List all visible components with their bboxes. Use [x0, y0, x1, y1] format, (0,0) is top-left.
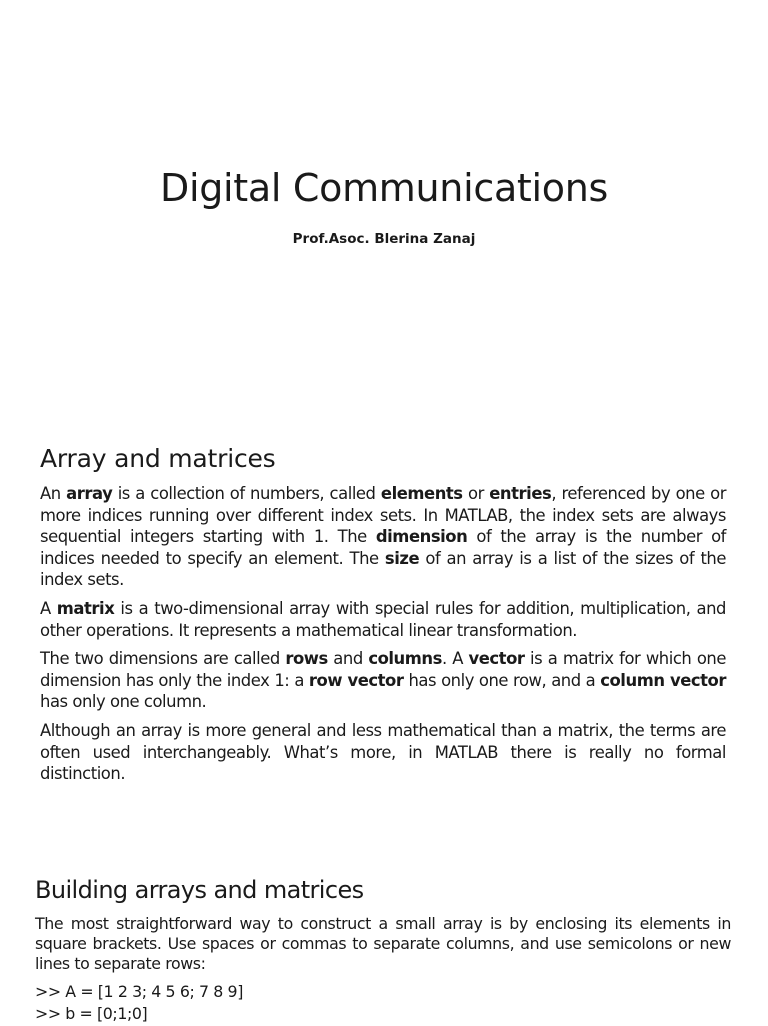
presentation-title: Digital Communications: [159, 166, 609, 210]
term-matrix: matrix: [56, 598, 115, 618]
text-run: A: [40, 598, 57, 618]
text-run: of the array is the number of indices needed to specify an element. The: [40, 527, 726, 568]
text-run: The two dimensions are called: [40, 649, 286, 669]
text-run: has only one column.: [40, 692, 207, 712]
term-size: size: [384, 548, 420, 568]
title-slide: [0, 0, 768, 410]
term-array: array: [66, 484, 113, 503]
text-run: of an array is a list of the sizes of the index sets.: [40, 548, 726, 590]
term-rows: rows: [285, 649, 328, 669]
text-run: , referenced by one or more indices running over different index sets. In MATLAB, the index sets are always sequential integers starting with 1. The: [40, 484, 726, 547]
term-dimension: dimension: [375, 527, 468, 547]
arrays-heading: Array and matrices: [40, 444, 276, 473]
code-line-vector-b: >> b = [0;1;0]: [35, 1004, 148, 1023]
arrays-body: [40, 483, 726, 792]
text-run: or: [462, 484, 490, 503]
term-entries: entries: [489, 484, 552, 503]
term-column-vector: column vector: [600, 670, 727, 690]
author-name: Prof.Asoc. Blerina Zanaj: [292, 231, 476, 247]
term-vector: vector: [468, 649, 525, 669]
paragraph-rows-columns: [40, 648, 726, 713]
text-run: is a matrix for which one dimension has only the index 1: a: [40, 649, 727, 690]
text-run: An: [40, 484, 67, 503]
text-run: . A: [441, 649, 469, 669]
text-run: has only one row, and a: [403, 670, 601, 690]
term-elements: elements: [380, 484, 463, 503]
paragraph-array-definition: [40, 483, 726, 591]
text-run: and: [327, 649, 369, 669]
paragraph-array-vs-matrix: Although an array is more general and less mathematical than a matrix, the terms are often used interchangeably. What’s more, in MATLAB there is really no formal distinction.: [40, 720, 726, 784]
text-run: is a collection of numbers, called: [112, 484, 381, 503]
paragraph-matrix-definition: [40, 598, 726, 641]
building-heading: Building arrays and matrices: [35, 876, 364, 904]
text-run: is a two-dimensional array with special rules for addition, multiplication, and other operations. It represents a mathematical linear transformation.: [40, 598, 726, 640]
arrays-slide: [0, 410, 768, 840]
building-body: [35, 914, 731, 1026]
paragraph-building-intro: The most straightforward way to construct a small array is by enclosing its elements in square brackets. Use spaces or commas to separate columns, and use semicolons or new lines to separate rows:: [35, 914, 731, 973]
term-columns: columns: [368, 649, 442, 669]
building-slide: [0, 840, 768, 1024]
term-row-vector: row vector: [308, 670, 404, 690]
code-line-matrix-a: >> A = [1 2 3; 4 5 6; 7 8 9]: [35, 982, 243, 1001]
